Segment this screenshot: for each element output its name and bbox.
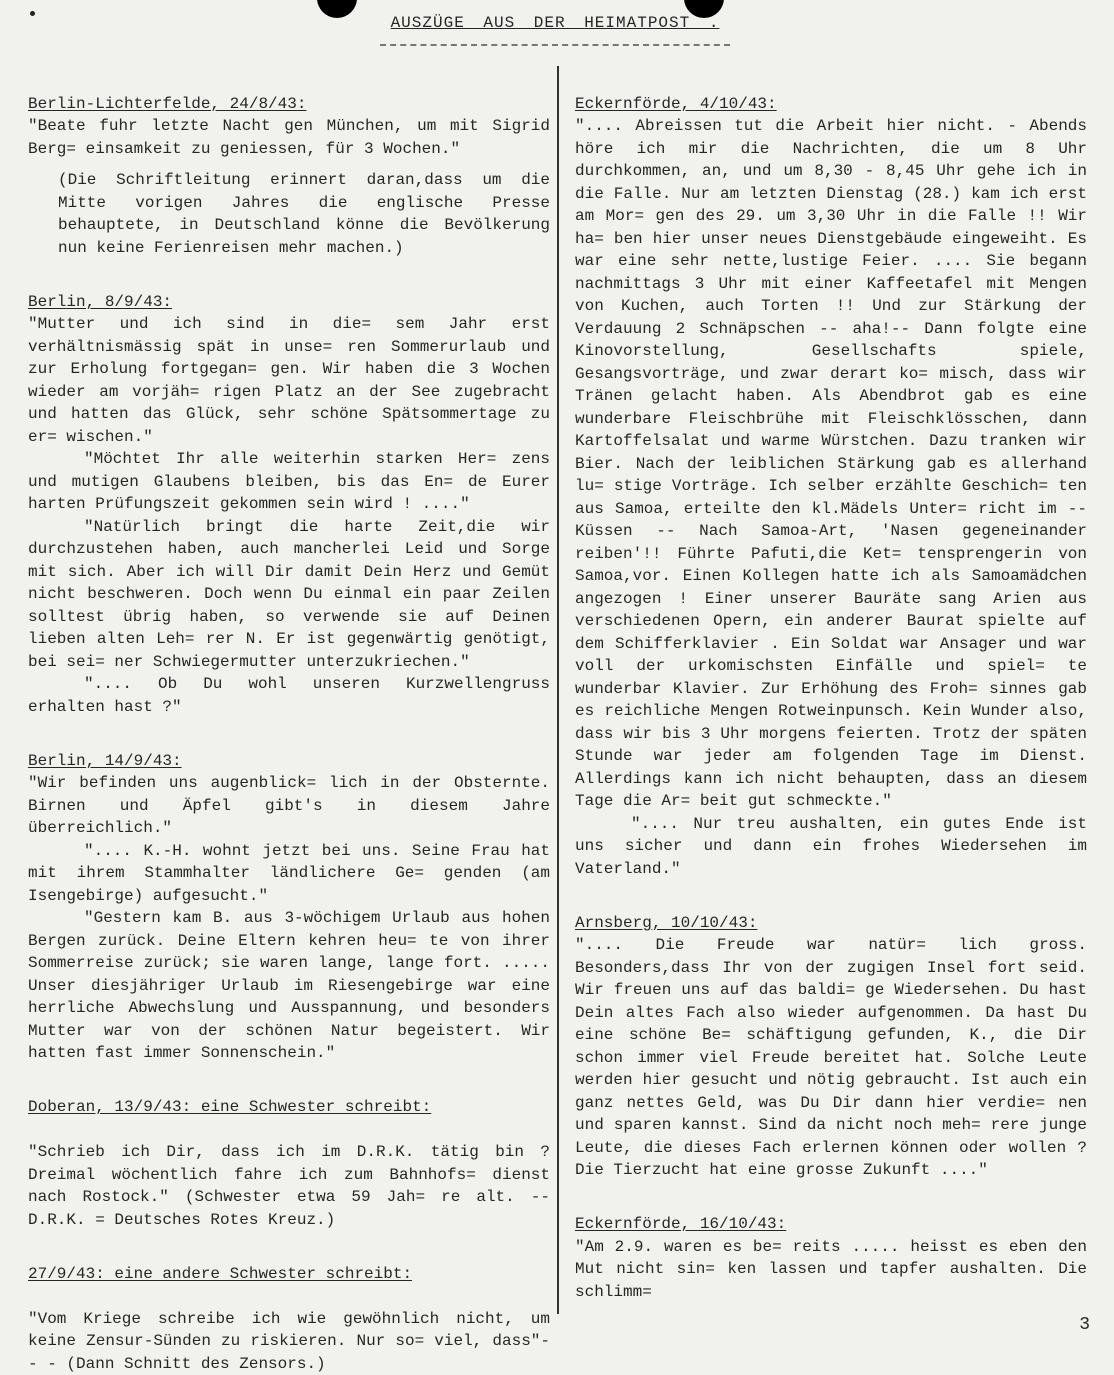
entry-paragraph: ".... K.-H. wohnt jetzt bei uns. Seine Frau hat mit ihrem Stammhalter ländlichere Ge= genden (am Isengebirge) aufgesucht." <box>28 841 550 905</box>
entry-heading: Eckernförde, 4/10/43: <box>575 94 777 113</box>
column-divider <box>557 66 559 1314</box>
entry-text: "Schrieb ich Dir, dass ich im D.R.K. tätig bin ? Dreimal wöchentlich fahre ich zum Bahnhofs= dienst nach Rostock." (Schwester etwa 59 Jah= re alt. -- D.R.K. = Deutsches Rotes Kreuz.) <box>28 1143 550 1229</box>
punch-hole <box>317 0 357 18</box>
entry-text: "Vom Kriege schreibe ich wie gewöhnlich nicht, um keine Zensur-Sünden zu riskieren. Nur so= viel, dass"- - - (Dann Schnitt des Zensors.) <box>28 1309 550 1373</box>
entry-heading: Berlin, 14/9/43: <box>28 751 182 770</box>
page-title: AUSZÜGE AUS DER HEIMATPOST . <box>390 14 720 32</box>
entry-paragraph: "Gestern kam B. aus 3-wöchigem Urlaub aus hohen Bergen zurück. Deine Eltern kehren heu= te von ihrer Sommerreise zurück; sie waren lange, lange fort. ..... Unser diesjähriger Urlaub im Riesengebirge war eine herrliche Abwechslung und Ausspannung, und besonders Mutter war von der schönen Natur begeistert. Wir hatten fast immer Sonnenschein." <box>28 909 550 1062</box>
entry-body <box>575 70 1087 813</box>
header <box>380 14 730 46</box>
entry-eckernfoerde-4-10 <box>575 70 1087 880</box>
entry-heading: Eckernförde, 16/10/43: <box>575 1215 787 1233</box>
entry-heading: Berlin-Lichterfelde, 24/8/43: <box>28 94 307 113</box>
entry-text: "Am 2.9. waren es be= reits ..... heisst es eben den Mut nicht sin= ken lassen und tapfer aushalten. Die schlimm= <box>575 1237 1087 1301</box>
page-number: 3 <box>1079 1315 1090 1335</box>
entry-berlin-8-9 <box>28 268 550 718</box>
title-rule <box>380 44 730 46</box>
entry-heading: Berlin, 8/9/43: <box>28 292 173 311</box>
entry-berlin-14-9 <box>28 727 550 1065</box>
left-column <box>28 70 550 1375</box>
entry-paragraph: ".... Ob Du wohl unseren Kurzwellengruss erhalten hast ?" <box>28 675 550 716</box>
entry-heading: 27/9/43: eine andere Schwester schreibt: <box>28 1264 413 1283</box>
entry-paragraph: "Natürlich bringt die harte Zeit,die wir durchzustehen haben, auch mancherlei Leid und Sorge mit sich. Aber ich will Dir damit Dein Herz und Gemüt nicht beschweren. Doch wenn Du einmal ein paar Zeilen solltest übrig haben, so verwende sie auf Deinen lieben alten Leh= rer N. Er ist gegenwärtig genötigt, bei sei= ner Schwiegermutter unterzukriechen." <box>28 517 550 671</box>
entry-body <box>28 70 550 160</box>
entry-paragraph: ".... Nur treu aushalten, ein gutes Ende ist uns sicher und dann ein frohes Wiedersehen im Vaterland." <box>575 814 1087 878</box>
entry-body <box>28 1074 550 1232</box>
entry-text: "Wir befinden uns augenblick= lich in der Obsternte. Birnen und Äpfel gibt's in diesem Jahre überreichlich." <box>28 774 550 837</box>
ink-dot <box>30 11 35 16</box>
entry-body <box>28 727 550 840</box>
entry-body <box>28 1240 550 1375</box>
entry-body <box>28 268 550 448</box>
entry-lichterfelde <box>28 70 550 160</box>
entry-text: ".... Abreissen tut die Arbeit hier nicht. - Abends höre ich mir die Nachrichten, die um 8 Uhr durchkommen, an, und um 8,30 - 8,45 Uhr gehe ich in die Falle. Nur am letzten Dienstag (28.) kam ich erst am Mor= gen des 29. um 3,30 Uhr in die Falle !! Wir ha= ben hier unser neues Dienstgebäude eingeweiht. Es war eine sehr nette,lustige Feier. .... Sie begann nachmittags 3 Uhr mit einer Kaffeetafel mit Mengen von Kuchen, auch Torten !! Und zur Stärkung der Verdauung 2 Schnäpschen -- aha!-- Dann folgte eine Kinovorstellung, Gesellschafts spiele, Gesangsvorträge, und zwar derart ko= misch, dass wir Tränen gelacht haben. Als Abendbrot gab es eine wunderbare Fleischbrühe mit Fleischklösschen, dann Kartoffelsalat und warme Würstchen. Dazu tranken wir Bier. Nach der leiblichen Stärkung gab es allerhand lu= stige Vorträge. Ich selber erzählte Geschich= ten aus Samoa, erteilte den kl.Mädels Unter= richt im -- Küssen -- Nach Samoa-Art, 'Nasen gegeneinander reiben'!! Führte Pafuti,die Ket= tensprengerin von Samoa,vor. Einen Kollegen hatte ich als Samoamädchen angezogen ! Einer unserer Bauräte sang Arien aus verschiedenen Opern, ein anderer Baurat spielte auf dem Schifferklavier . Ein Soldat war Ansager und war voll der urkomischsten Einfälle und spiel= te wunderbar Klavier. Zur Erhöhung des Froh= sinnes gab es reichliche Mengen Rotweinpunsch. Kein Wunder also, dass wir bis 3 Uhr morgens feierten. Trotz der späten Stunde war jeder am folgenden Tage im Dienst. Allerdings kann ich nicht behaupten, dass an diesem Tage die Ar= beit gut schmeckte." <box>575 117 1087 810</box>
entry-paragraph: "Möchtet Ihr alle weiterhin starken Her= zens und mutigen Glaubens bleiben, bis das En= de Eurer harten Prüfungszeit gekommen sein wird ! ...." <box>28 450 550 513</box>
right-column <box>575 70 1087 1303</box>
entry-body <box>575 1191 1087 1304</box>
entry-doberan <box>28 1074 550 1232</box>
entry-eckernfoerde-16-10 <box>575 1191 1087 1304</box>
entry-27-9 <box>28 1240 550 1375</box>
note-text: (Die Schriftleitung erinnert daran,dass um die Mitte vorigen Jahres die englische Presse behauptete, in Deutschland könne die Bevölkerung nun keine Ferienreisen mehr machen.) <box>58 171 550 257</box>
entry-text: "Beate fuhr letzte Nacht gen München, um mit Sigrid Berg= einsamkeit zu geniessen, für 3 Wochen." <box>28 117 550 158</box>
entry-heading: Doberan, 13/9/43: eine Schwester schreibt: <box>28 1098 432 1116</box>
entry-heading: Arnsberg, 10/10/43: <box>575 913 758 932</box>
entry-arnsberg <box>575 889 1087 1182</box>
entry-text: ".... Die Freude war natür= lich gross. Besonders,dass Ihr von der zugigen Insel fort seid. Wir freuen uns auf das baldi= ge Wiedersehen. Du hast Dein altes Fach also wieder aufgenommen. Da hast Du eine schöne Be= schäftigung gefunden, K., die Dir schon immer viel Freude bereitet hat. Solche Leute werden hier gesucht und nötig gebraucht. Ist auch ein ganz nettes Geld, was Du Dir dann hier verdie= nen und sparen kannst. Sind da nicht noch meh= rere junge Leute, die dieses Fach erlernen können oder wollen ? Die Tierzucht hat eine grosse Zukunft ...." <box>575 936 1087 1179</box>
entry-text: "Mutter und ich sind in die= sem Jahr erst verhältnismässig spät in unse= ren Sommerurlaub und zur Erholung fortgegan= gen. Wir haben die 3 Wochen wieder am vorjäh= rigen Platz an der See zugebracht und hatten das Glück, sehr schöne Spätsommertage zu er= wischen." <box>28 315 550 446</box>
entry-body <box>575 889 1087 1182</box>
editor-note <box>28 169 550 259</box>
